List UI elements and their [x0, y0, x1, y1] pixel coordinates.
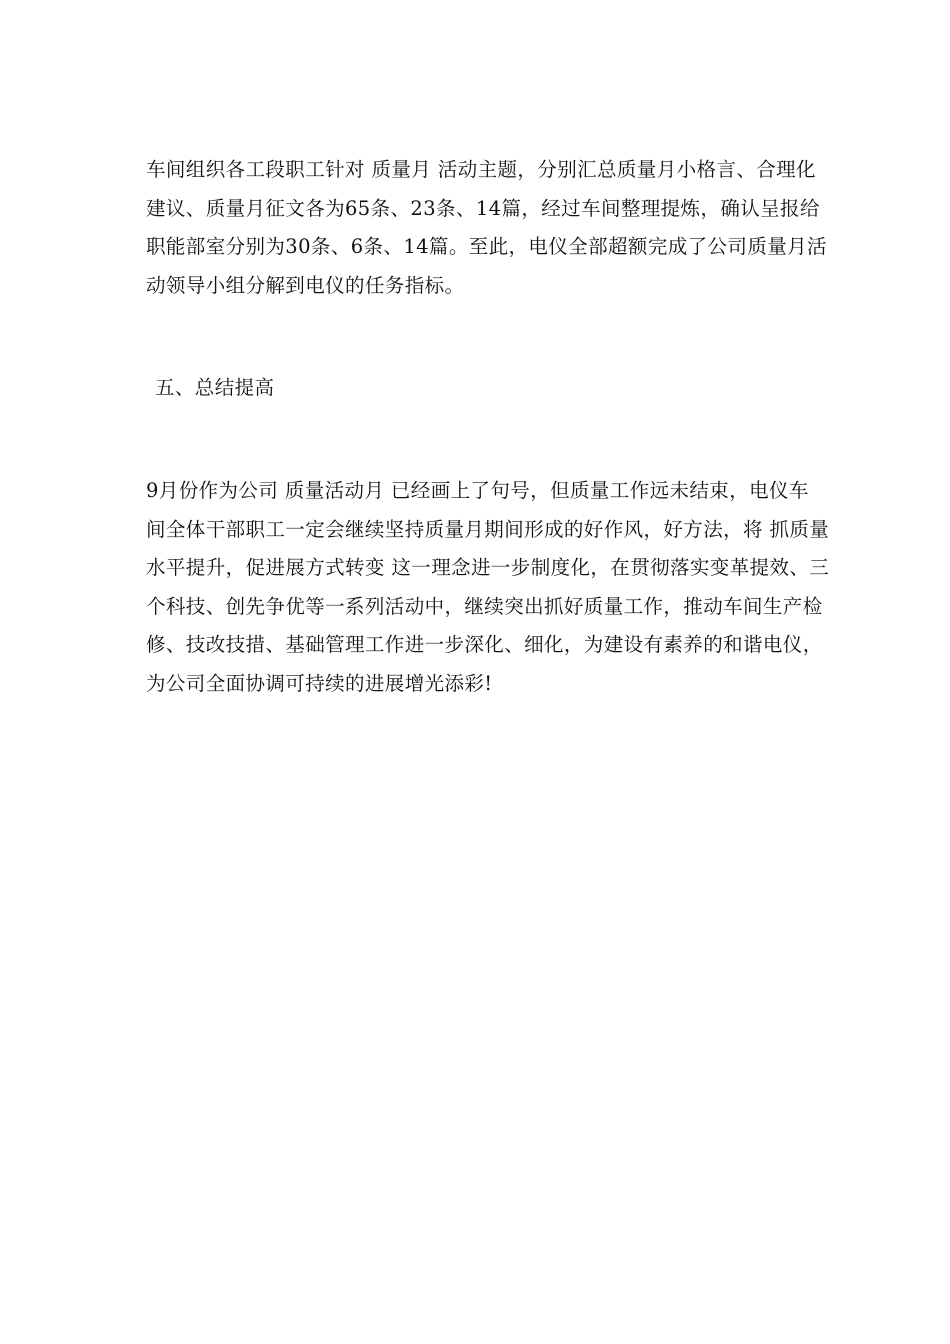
paragraph-line: 修、技改技措、基础管理工作进一步深化、细化，为建设有素养的和谐电仪，: [146, 633, 823, 657]
paragraph-line: 动领导小组分解到电仪的任务指标。: [146, 273, 465, 297]
paragraph-line: 为公司全面协调可持续的进展增光添彩!: [146, 671, 493, 695]
paragraph-summary: [146, 472, 830, 704]
section-heading: 五、总结提高: [155, 376, 275, 399]
paragraph-line: 9月份作为公司 质量活动月 已经画上了句号，但质量工作远未结束，电仪车: [146, 479, 809, 502]
paragraph-line: 建议、质量月征文各为65条、23条、14篇，经过车间整理提炼，确认呈报给: [146, 196, 820, 220]
paragraph-line: 间全体干部职工一定会继续坚持质量月期间形成的好作风，好方法，将 抓质量: [146, 517, 830, 541]
paragraph-workshop-activities: [146, 151, 827, 305]
paragraph-line: 个科技、创先争优等一系列活动中，继续突出抓好质量工作，推动车间生产检: [146, 594, 823, 618]
paragraph-line: 职能部室分别为30条、6条、14篇。至此，电仪全部超额完成了公司质量月活: [146, 235, 827, 259]
paragraph-line: 水平提升，促进展方式转变 这一理念进一步制度化，在贯彻落实变革提效、三: [146, 556, 830, 580]
paragraph-line: 车间组织各工段职工针对 质量月 活动主题，分别汇总质量月小格言、合理化: [146, 158, 816, 181]
